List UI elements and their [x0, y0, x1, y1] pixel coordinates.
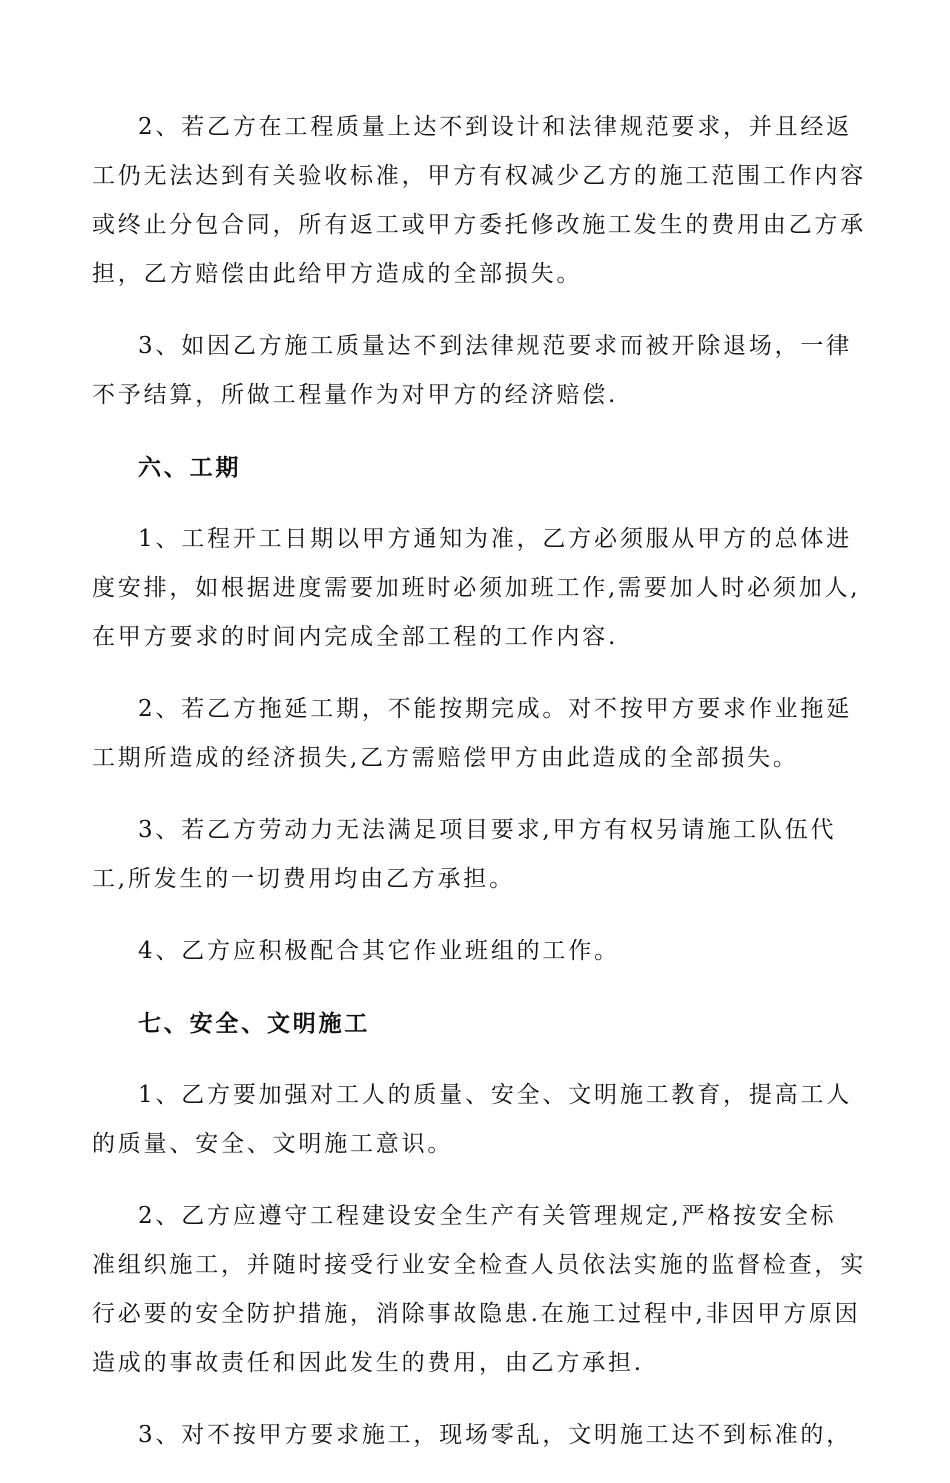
section-heading-safety: 七、安全、文明施工: [138, 1010, 371, 1037]
text-line: 工,所发生的一切费用均由乙方承担。: [92, 866, 515, 892]
text-line: 工期所造成的经济损失,乙方需赔偿甲方由此造成的全部损失。: [92, 745, 799, 771]
paragraph-site-order: [92, 1411, 872, 1460]
paragraph-education: [92, 1071, 872, 1169]
text-line: 4、乙方应积极配合其它作业班组的工作。: [138, 938, 620, 964]
text-line: 3、若乙方劳动力无法满足项目要求,甲方有权另请施工队伍代: [138, 817, 837, 843]
text-line: 准组织施工，并随时接受行业安全检查人员依法实施的监督检查，实: [92, 1252, 866, 1278]
text-line: 2、乙方应遵守工程建设安全生产有关管理规定,严格按安全标: [138, 1203, 837, 1229]
paragraph-labor: [92, 806, 872, 904]
text-line: 度安排，如根据进度需要加班时必须加班工作,需要加人时必须加人,: [92, 575, 861, 601]
section-heading-schedule: 六、工期: [138, 454, 242, 481]
text-line: 2、若乙方在工程质量上达不到设计和法律规范要求，并且经返: [138, 114, 853, 140]
text-line: 2、若乙方拖延工期，不能按期完成。对不按甲方要求作业拖延: [138, 696, 853, 722]
text-line: 造成的事故责任和因此发生的费用，由乙方承担.: [92, 1350, 644, 1376]
text-line: 行必要的安全防护措施，消除事故隐患.在施工过程中,非因甲方原因: [92, 1301, 861, 1327]
text-line: 1、工程开工日期以甲方通知为准，乙方必须服从甲方的总体进: [138, 526, 853, 552]
paragraph-start-date: [92, 515, 872, 662]
text-line: 工仍无法达到有关验收标准，甲方有权减少乙方的施工范围工作内容: [92, 163, 866, 189]
paragraph-delay: [92, 685, 872, 783]
text-line: 3、如因乙方施工质量达不到法律规范要求而被开除退场，一律: [138, 333, 853, 359]
paragraph-quality-rework: [92, 103, 872, 299]
text-line: 不予结算，所做工程量作为对甲方的经济赔偿.: [92, 382, 619, 408]
text-line: 1、乙方要加强对工人的质量、安全、文明施工教育，提高工人: [138, 1082, 853, 1108]
paragraph-safety-rules: [92, 1192, 872, 1388]
text-line: 3、对不按甲方要求施工，现场零乱，文明施工达不到标准的，: [138, 1422, 853, 1448]
paragraph-dismissal: [92, 322, 872, 420]
paragraph-cooperation: [92, 927, 872, 976]
text-line: 的质量、安全、文明施工意识。: [92, 1131, 454, 1157]
document-page: [92, 103, 872, 1483]
text-line: 担，乙方赔偿由此给甲方造成的全部损失。: [92, 261, 583, 287]
text-line: 或终止分包合同，所有返工或甲方委托修改施工发生的费用由乙方承: [92, 212, 866, 238]
text-line: 在甲方要求的时间内完成全部工程的工作内容.: [92, 624, 619, 650]
